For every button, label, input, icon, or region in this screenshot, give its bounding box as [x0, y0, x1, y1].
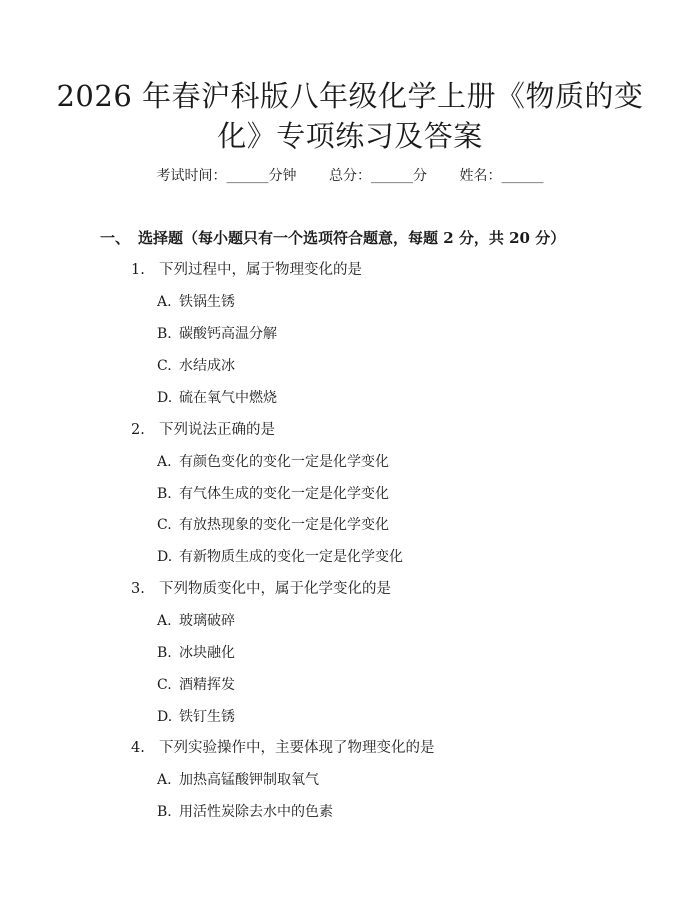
option — [157, 484, 389, 504]
option — [157, 802, 333, 822]
question-number: 2. — [131, 422, 145, 438]
option-label: D. — [157, 390, 173, 406]
option — [157, 611, 235, 631]
option-label: C. — [157, 358, 172, 374]
total-score: 总分：______分 — [329, 168, 427, 184]
question-4 — [131, 738, 435, 758]
option-label: A. — [157, 613, 172, 629]
option — [157, 388, 277, 408]
option-label: A. — [157, 294, 172, 310]
question-1 — [131, 260, 362, 280]
option — [157, 707, 235, 727]
option-text: 有气体生成的变化一定是化学变化 — [179, 486, 389, 502]
question-number: 4. — [131, 740, 145, 756]
option-text: 玻璃破碎 — [179, 613, 235, 629]
option — [157, 292, 235, 312]
option-text: 硫在氧气中燃烧 — [179, 390, 277, 406]
option — [157, 643, 235, 663]
option-label: D. — [157, 549, 173, 565]
option-text: 水结成冰 — [179, 358, 235, 374]
option-text: 铁钉生锈 — [179, 709, 235, 725]
section-heading — [100, 228, 565, 248]
option — [157, 356, 235, 376]
option-label: C. — [157, 677, 172, 693]
section-title: 选择题（每小题只有一个选项符合题意，每题 2 分，共 20 分） — [138, 229, 566, 247]
option-label: A. — [157, 772, 172, 788]
option — [157, 547, 403, 567]
student-name: 姓名：______ — [459, 168, 544, 184]
title-line-2: 化》专项练习及答案 — [217, 119, 483, 153]
question-2 — [131, 420, 275, 440]
question-text: 下列物质变化中，属于化学变化的是 — [159, 581, 391, 597]
exam-meta — [0, 166, 700, 186]
option — [157, 675, 235, 695]
option-text: 碳酸钙高温分解 — [179, 326, 277, 342]
option-text: 铁锅生锈 — [179, 294, 235, 310]
option-label: D. — [157, 709, 173, 725]
option-text: 有颜色变化的变化一定是化学变化 — [179, 454, 389, 470]
option-label: B. — [157, 326, 172, 342]
section-number: 一、 — [100, 229, 131, 247]
option — [157, 452, 389, 472]
option-label: B. — [157, 804, 172, 820]
question-text: 下列实验操作中，主要体现了物理变化的是 — [159, 740, 435, 756]
question-3 — [131, 579, 391, 599]
option-text: 有放热现象的变化一定是化学变化 — [179, 517, 389, 533]
option-text: 加热高锰酸钾制取氧气 — [179, 772, 319, 788]
option-label: B. — [157, 645, 172, 661]
document-title — [0, 76, 700, 156]
option-label: C. — [157, 517, 172, 533]
option-text: 酒精挥发 — [179, 677, 235, 693]
option-text: 冰块融化 — [179, 645, 235, 661]
question-text: 下列过程中，属于物理变化的是 — [159, 262, 362, 278]
option-text: 用活性炭除去水中的色素 — [179, 804, 333, 820]
option — [157, 324, 277, 344]
question-number: 1. — [131, 262, 145, 278]
exam-time: 考试时间：______分钟 — [156, 168, 297, 184]
question-number: 3. — [131, 581, 145, 597]
option-text: 有新物质生成的变化一定是化学变化 — [179, 549, 403, 565]
option-label: B. — [157, 486, 172, 502]
option — [157, 770, 319, 790]
option-label: A. — [157, 454, 172, 470]
question-text: 下列说法正确的是 — [159, 422, 275, 438]
title-line-1: 2026 年春沪科版八年级化学上册《物质的变 — [56, 79, 644, 113]
option — [157, 515, 389, 535]
